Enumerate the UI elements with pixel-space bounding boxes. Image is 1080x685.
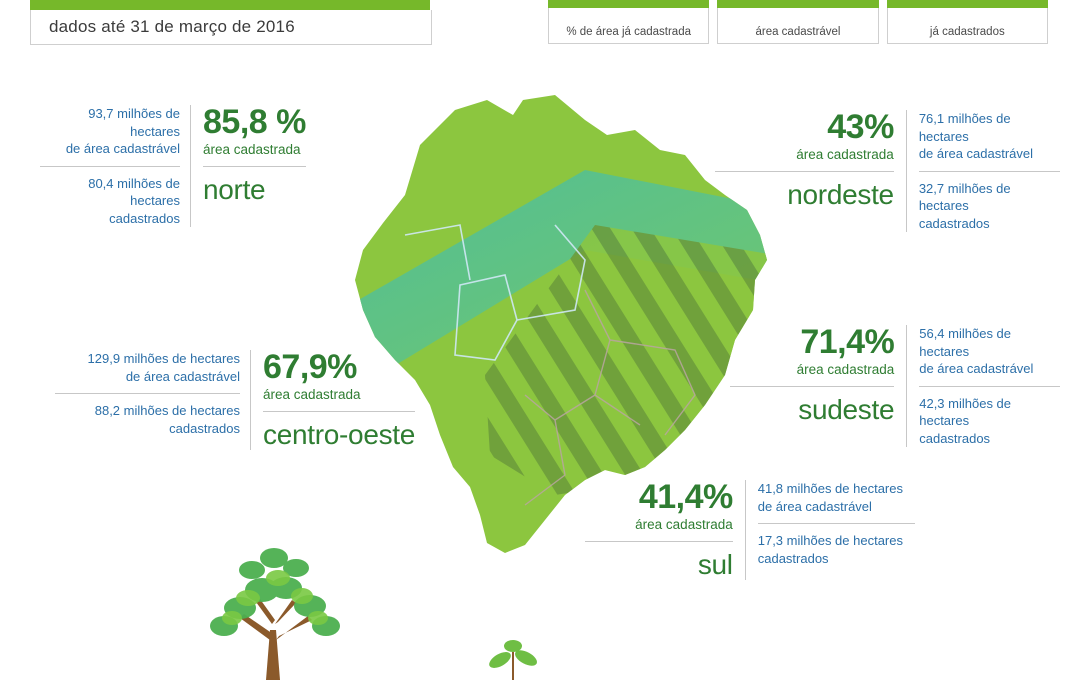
header-accent-bar <box>30 0 430 10</box>
divider <box>730 386 894 387</box>
norte-cadastrados-label: cadastrados <box>109 210 180 226</box>
norte-percent: 85,8 % <box>203 103 306 141</box>
region-block-sul <box>585 480 915 580</box>
divider <box>55 393 240 394</box>
tree-illustration <box>120 540 420 680</box>
sudeste-headline <box>730 325 907 447</box>
centro-oeste-figures <box>55 350 250 450</box>
legend-item-label: % de área já cadastrada <box>566 26 691 38</box>
nordeste-figures <box>907 110 1060 232</box>
sudeste-cadastravel-value: 56,4 milhões de hectares <box>919 326 1012 359</box>
divider <box>919 171 1060 172</box>
sprout-illustration <box>470 630 560 680</box>
centro-oeste-region-name: centro-oeste <box>263 419 416 451</box>
sul-percent: 41,4% <box>638 478 733 516</box>
legend-item-cadastravel <box>717 0 878 44</box>
divider <box>758 523 915 524</box>
nordeste-cadastravel-value: 76,1 milhões de hectares <box>918 111 1011 144</box>
legend-item-label: já cadastrados <box>929 26 1005 38</box>
nordeste-cadastravel-label: de área cadastrável <box>918 146 1034 162</box>
nordeste-cadastrados-label: cadastrados <box>918 215 990 231</box>
date-box <box>30 10 432 45</box>
centro-oeste-headline <box>250 350 415 450</box>
centro-oeste-cadastrados-value: 88,2 milhões de hectares <box>94 403 240 419</box>
sprout-icon <box>470 630 560 680</box>
legend <box>548 0 1048 44</box>
sudeste-figures <box>907 325 1060 447</box>
sul-figures <box>746 480 915 580</box>
legend-item-label: área cadastrável <box>755 26 841 38</box>
sudeste-cadastrados-label: cadastrados <box>919 430 991 446</box>
nordeste-percent-label: área cadastrada <box>796 147 894 162</box>
divider <box>40 166 180 167</box>
norte-cadastravel-label: de área cadastrável <box>65 141 180 157</box>
legend-color-swatch <box>717 0 878 8</box>
nordeste-cadastrados-value: 32,7 milhões de hectares <box>918 180 1011 214</box>
sul-cadastrados-value: 17,3 milhões de hectares <box>757 533 903 549</box>
sul-region-name: sul <box>697 549 733 581</box>
norte-figures <box>40 105 190 227</box>
centro-oeste-percent: 67,9% <box>263 348 357 386</box>
region-block-sudeste <box>730 325 1060 447</box>
region-block-nordeste <box>715 110 1060 232</box>
sudeste-percent-label: área cadastrada <box>796 362 895 377</box>
tree-icon <box>120 540 420 680</box>
legend-item-percent <box>548 0 709 44</box>
centro-oeste-cadastrados-label: cadastrados <box>169 420 240 436</box>
legend-color-swatch <box>548 0 709 8</box>
divider <box>919 386 1060 387</box>
region-block-centro-oeste <box>55 350 455 450</box>
legend-item-cadastrados <box>887 0 1048 44</box>
norte-cadastravel-value: 93,7 milhões de hectares <box>88 106 180 139</box>
sudeste-region-name: sudeste <box>798 394 895 426</box>
region-block-norte <box>40 105 340 227</box>
norte-region-name: norte <box>203 174 266 206</box>
norte-percent-label: área cadastrada <box>203 142 301 157</box>
centro-oeste-cadastravel-value: 129,9 milhões de hectares <box>87 351 240 366</box>
nordeste-percent: 43% <box>827 108 894 146</box>
sudeste-cadastrados-value: 42,3 milhões de hectares <box>919 395 1012 429</box>
sul-headline <box>585 480 746 580</box>
centro-oeste-cadastravel-label: de área cadastrável <box>125 368 240 384</box>
legend-color-swatch <box>887 0 1048 8</box>
norte-headline <box>190 105 306 227</box>
norte-cadastrados-value: 80,4 milhões de hectares <box>88 175 180 209</box>
sul-cadastravel-value: 41,8 milhões de hectares <box>757 481 903 496</box>
nordeste-region-name: nordeste <box>787 179 894 211</box>
sul-cadastrados-label: cadastrados <box>757 550 829 566</box>
divider <box>715 171 894 172</box>
divider <box>585 541 733 542</box>
sudeste-percent: 71,4% <box>800 323 895 361</box>
date-text: dados até 31 de março de 2016 <box>49 17 295 36</box>
divider <box>203 166 306 167</box>
sudeste-cadastravel-label: de área cadastrável <box>919 361 1034 377</box>
divider <box>263 411 415 412</box>
nordeste-headline <box>715 110 907 232</box>
sul-cadastravel-label: de área cadastrável <box>757 498 872 514</box>
centro-oeste-percent-label: área cadastrada <box>263 387 361 402</box>
sul-percent-label: área cadastrada <box>635 517 733 532</box>
